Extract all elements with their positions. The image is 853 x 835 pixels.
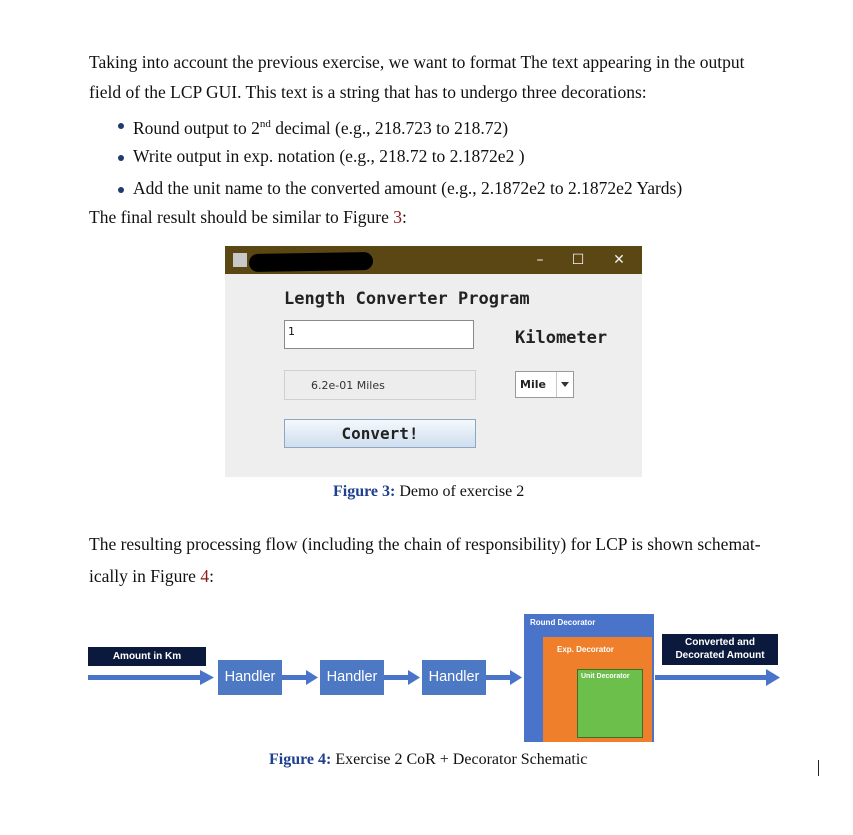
figure-4-text: Exercise 2 CoR + Decorator Schematic [331, 751, 588, 768]
arrow-2-shaft [384, 675, 408, 680]
arrow-1-head [306, 670, 318, 685]
output-label-line-1: Converted and [684, 637, 755, 648]
figure-4-ref-link[interactable]: 4 [200, 566, 210, 586]
minimize-icon[interactable]: – [536, 252, 544, 268]
unit-decorator-box [577, 669, 643, 738]
output-label [662, 634, 778, 665]
app-title: Length Converter Program [284, 289, 530, 309]
maximize-icon[interactable]: ☐ [571, 252, 585, 268]
figure-4-label: Figure 4: [269, 751, 332, 768]
exp-decorator-label: Exp. Decorator [557, 645, 614, 654]
handler-box-2: Handler [320, 660, 384, 695]
convert-button[interactable]: Convert! [284, 419, 476, 448]
final-result-text: The final result should be similar to Figure [89, 207, 394, 227]
intro-line-1: Taking into account the previous exercise, we want to format The text appearing in the output [89, 52, 745, 72]
input-arrow-shaft [88, 675, 200, 680]
input-arrow-head [200, 670, 214, 685]
bullet-round-pre: Round output to 2 [133, 117, 260, 138]
figure-3-label: Figure 3: [333, 483, 396, 500]
handler-box-1: Handler [218, 660, 282, 695]
unit-decorator-label: Unit Decorator [581, 673, 630, 680]
arrow-3-shaft [486, 675, 510, 680]
bullet-round-post: decimal (e.g., 218.723 to 218.72) [270, 117, 509, 138]
flow-line-1: The resulting processing flow (including the chain of responsibility) for LCP is shown schemat- [89, 534, 761, 554]
amount-input[interactable]: 1 [284, 320, 474, 349]
arrow-3-head [510, 670, 522, 685]
bullet-item-unit: Add the unit name to the converted amount (e.g., 2.1872e2 to 2.1872e2 Yards) [133, 178, 683, 198]
round-decorator-label: Round Decorator [530, 618, 596, 627]
input-unit-label: Kilometer [515, 328, 608, 348]
output-arrow-shaft [655, 675, 768, 680]
close-icon[interactable]: ✕ [613, 252, 625, 268]
handler-box-3: Handler [422, 660, 486, 695]
output-label-line-2: Decorated Amount [675, 650, 765, 661]
input-label: Amount in Km [88, 647, 206, 666]
figure-3-ref-link[interactable]: 3 [393, 207, 403, 227]
round-decorator-box [524, 614, 654, 742]
flow-line-2-colon: : [209, 566, 214, 586]
figure-3-text: Demo of exercise 2 [395, 483, 525, 500]
bullet-item-exp: Write output in exp. notation (e.g., 218.72 to 2.1872e2 ) [133, 146, 525, 166]
flow-line-2-text: ically in Figure [89, 566, 201, 586]
text-cursor [818, 760, 819, 776]
figure-4-caption [269, 751, 587, 769]
unit-select-value: Mile [520, 378, 546, 391]
output-arrow-head [766, 669, 780, 686]
exp-decorator-box [543, 637, 652, 742]
bullet-round-sup: nd [259, 118, 271, 130]
arrow-1-shaft [282, 675, 306, 680]
output-field: 6.2e-01 Miles [284, 370, 476, 400]
final-result-colon: : [402, 207, 407, 227]
intro-line-2: field of the LCP GUI. This text is a string that has to undergo three decorations: [89, 82, 647, 102]
arrow-2-head [408, 670, 420, 685]
